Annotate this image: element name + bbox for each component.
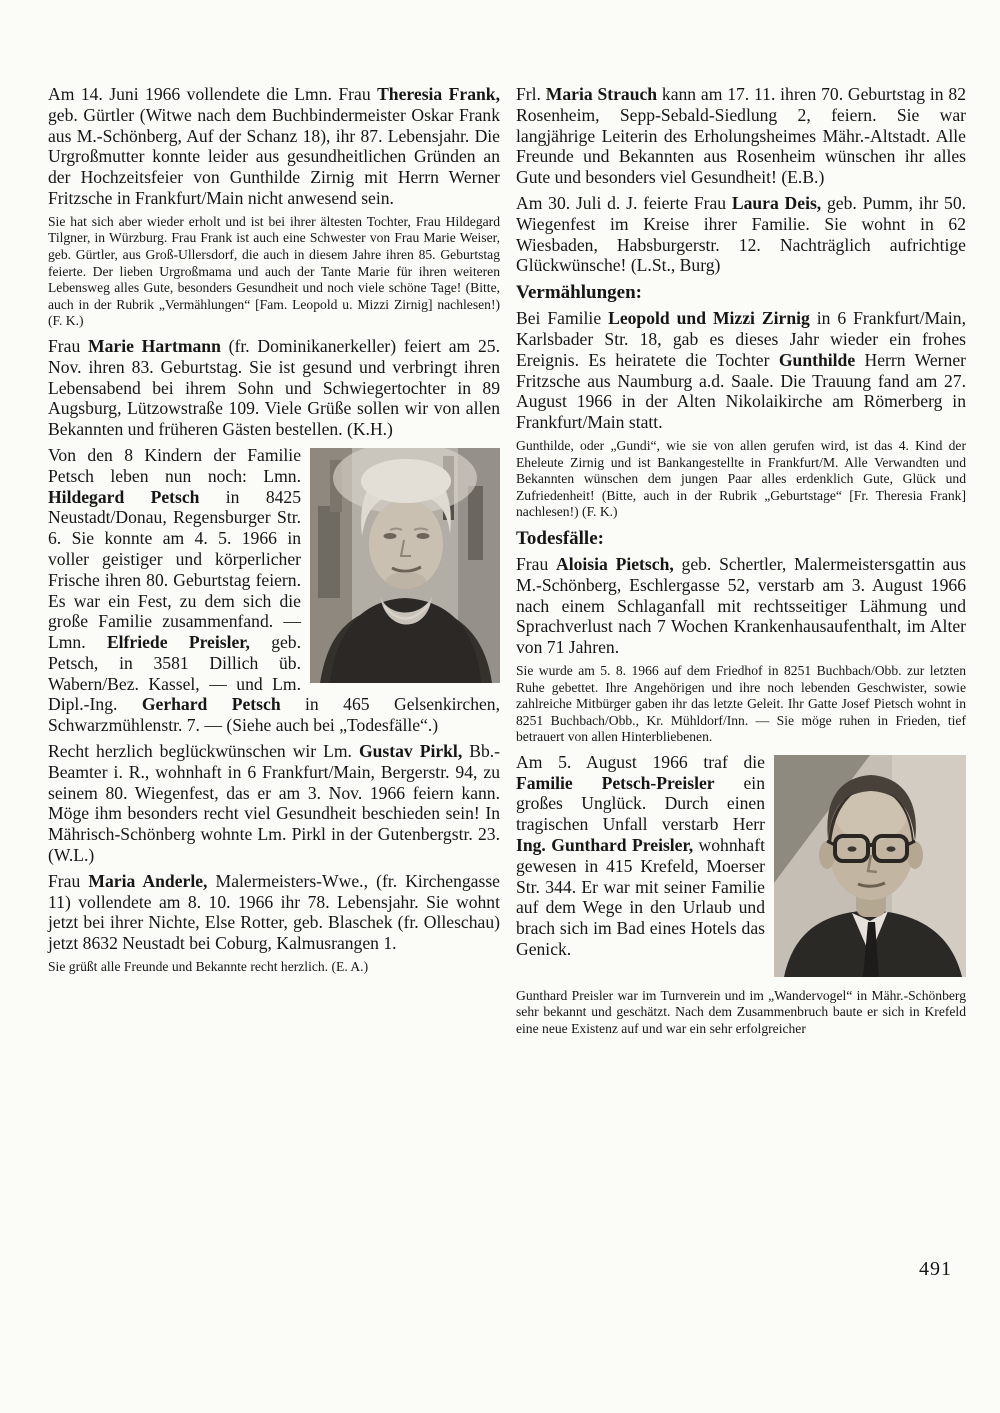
birthday-notice-petsch-siblings	[48, 445, 500, 736]
death-notice-aloisia-pietsch: Frau Aloisia Pietsch, geb. Schertler, Malermeistersgattin aus M.-Schönberg, Eschlergasse 52, verstarb am 3. August 1966 nach einem Schlaganfall mit rechtsseitiger Lähmung und Sprachverlust nach 7 Wochen Krankenhausaufenthalt, im Alter von 71 Jahren.	[516, 553, 966, 658]
left-column	[48, 84, 500, 982]
page-number: 491	[919, 1258, 952, 1280]
right-column	[516, 84, 966, 1044]
death-notice-gunthard-preisler	[516, 752, 966, 983]
wedding-note-zirnig-small: Gunthilde, oder „Gundi“, wie sie von allen gerufen wird, ist das 4. Kind der Eheleute Zirnig und ist Bankangestellte in Frankfurt/M. Alle Verwandten und Bekannten wünschen dem jungen Paar alles erdenklich Gute, Glück und Zufriedenheit! (Bitte, auch in der Rubrik „Geburtstage“ [Fr. Theresia Frank] nachlesen!) (F. K.)	[516, 437, 966, 520]
petsch-siblings-text: Von den 8 Kindern der Familie Petsch leben nun noch: Lmn. Hildegard Petsch in 8425 Neustadt/Donau, Regensburger Str. 6. Sie konnte am 4. 5. 1966 in voller geistiger und körperlicher Frische ihren 80. Geburtstag feiern. Es war ein Fest, zu dem sich die große Familie zusammenfand. — Lmn. Elfriede Preisler, geb. Petsch, in 3581 Dillich üb. Wabern/Bez. Kassel, — und Lm. Dipl.-Ing. Gerhard Petsch in 465 Gelsenkirchen, Schwarzmühlenstr. 7. — (Siehe auch bei „Todesfälle“.)	[48, 444, 501, 736]
birthday-notice-marie-hartmann: Frau Marie Hartmann (fr. Dominikanerkeller) feiert am 25. Nov. ihren 83. Geburtstag. Sie ist gesund und verbringt ihren Lebensabend bei ihrem Sohn und Schwiegertochter in 89 Augsburg, Lützowstraße 109. Viele Grüße sollen wir von allen Bekannten und früheren Gästen bestellen. (K.H.)	[48, 335, 500, 440]
deaths-heading: Todesfälle:	[516, 527, 604, 549]
obituary-note-preisler-small: Gunthard Preisler war im Turnverein und im „Wandervogel“ in Mähr.-Schönberg sehr bekannt und geschätzt. Nach dem Zusammenbruch baute er sich in Krefeld eine neue Existenz auf und war ein sehr erfolgreicher	[516, 987, 966, 1037]
greeting-note-anderle-small: Sie grüßt alle Freunde und Bekannte recht herzlich. (E. A.)	[48, 959, 369, 975]
birthday-notice-theresia-frank: Am 14. Juni 1966 vollendete die Lmn. Frau Theresia Frank, geb. Gürtler (Witwe nach dem Buchbindermeister Oskar Frank aus M.-Schönberg, Auf der Schanz 18), ihr 87. Lebensjahr. Die Urgroßmutter konnte leider aus gesundheitlichen Gründen an der Hochzeitsfeier von Gunthilde Zirnig mit Herrn Werner Fritzsche in Frankfurt/Main nicht anwesend sein.	[48, 84, 500, 208]
birthday-note-frank-small: Sie hat sich aber wieder erholt und ist bei ihrer ältesten Tochter, Frau Hildegard Tilgner, in Würzburg. Frau Frank ist auch eine Schwester von Frau Marie Weiser, geb. Gürtler, aus Groß-Ullersdorf, die auch in diesem Jahre ihren 85. Geburtstag feierte. Der lieben Urgroßmama und auch der Tante Marie für ihren weiteren Lebensweg alles Gute, besonders Gesundheit und noch viele schöne Tage! (Bitte, auch in der Rubrik „Vermählungen“ [Fam. Leopold u. Mizzi Zirnig] nachlesen!) (F. K.)	[48, 213, 500, 329]
birthday-notice-maria-anderle: Frau Maria Anderle, Malermeisters-Wwe., (fr. Kirchengasse 11) vollendete am 8. 10. 1966 ihr 78. Lebensjahr. Sie wohnt jetzt bei ihrer Nichte, Else Rotter, geb. Blaschek (fr. Olleschau) jetzt 8632 Neustadt bei Coburg, Kalmusrangen 1.	[48, 870, 500, 954]
man-with-glasses-portrait-photo	[774, 755, 966, 977]
elderly-woman-portrait-photo	[310, 448, 500, 683]
preisler-obituary-text: Am 5. August 1966 traf die Familie Petsch-Preisler ein großes Unglück. Durch einen tragischen Unfall verstarb Herr Ing. Gunthard Preisler, wohnhaft gewesen in 415 Krefeld, Moerser Str. 344. Er war mit seiner Familie auf dem Wege in den Urlaub und brach sich im Bad eines Hotels das Genick.	[516, 751, 765, 960]
burial-note-pietsch-small: Sie wurde am 5. 8. 1966 auf dem Friedhof in 8251 Buchbach/Obb. zur letzten Ruhe gebettet. Ihre Angehörigen und ihre noch lebenden Geschwister, sowie zahlreiche Mitbürger gaben ihr das letzte Geleit. Ihr Gatte Josef Pietsch wohnt in 8251 Buchbach/Obb., Kr. Mühldorf/Inn. — Sie möge ruhen in Frieden, tief betrauert von allen Hinterbliebenen.	[516, 662, 966, 745]
birthday-notice-gustav-pirkl: Recht herzlich beglückwünschen wir Lm. Gustav Pirkl, Bb.-Beamter i. R., wohnhaft in 6 Frankfurt/Main, Bergerstr. 94, zu seinem 80. Wiegenfest, das er am 3. Nov. 1966 feiern kann. Möge ihm besonders recht viel Gesundheit beschieden sein! In Mährisch-Schönberg wohnte Lm. Pirkl in der Gutenbergstr. 23. (W.L.)	[48, 741, 501, 866]
weddings-heading: Vermählungen:	[516, 282, 642, 304]
wedding-notice-zirnig: Bei Familie Leopold und Mizzi Zirnig in 6 Frankfurt/Main, Karlsbader Str. 18, gab es dieses Jahr wieder ein frohes Ereignis. Es heiratete die Tochter Gunthilde Herrn Werner Fritzsche aus Naumburg a.d. Saale. Die Trauung fand am 27. August 1966 in der Alten Nikolaikirche am Römerberg in Frankfurt/Main statt.	[516, 308, 966, 433]
birthday-notice-laura-deis: Am 30. Juli d. J. feierte Frau Laura Deis, geb. Pumm, ihr 50. Wiegenfest im Kreise ihrer Familie. Sie wohnt in 62 Wiesbaden, Habsburgerstr. 12. Nachträglich aufrichtige Glückwünsche! (L.St., Burg)	[516, 192, 967, 276]
birthday-notice-maria-strauch: Frl. Maria Strauch kann am 17. 11. ihren 70. Geburtstag in 82 Rosenheim, Sepp-Sebald-Siedlung 2, feiern. Sie war langjährige Leiterin des Erholungsheimes Mähr.-Altstadt. Alle Freunde und Bekannten aus Rosenheim wünschen ihr alles Gute und besonders viel Gesundheit! (E.B.)	[516, 84, 966, 188]
